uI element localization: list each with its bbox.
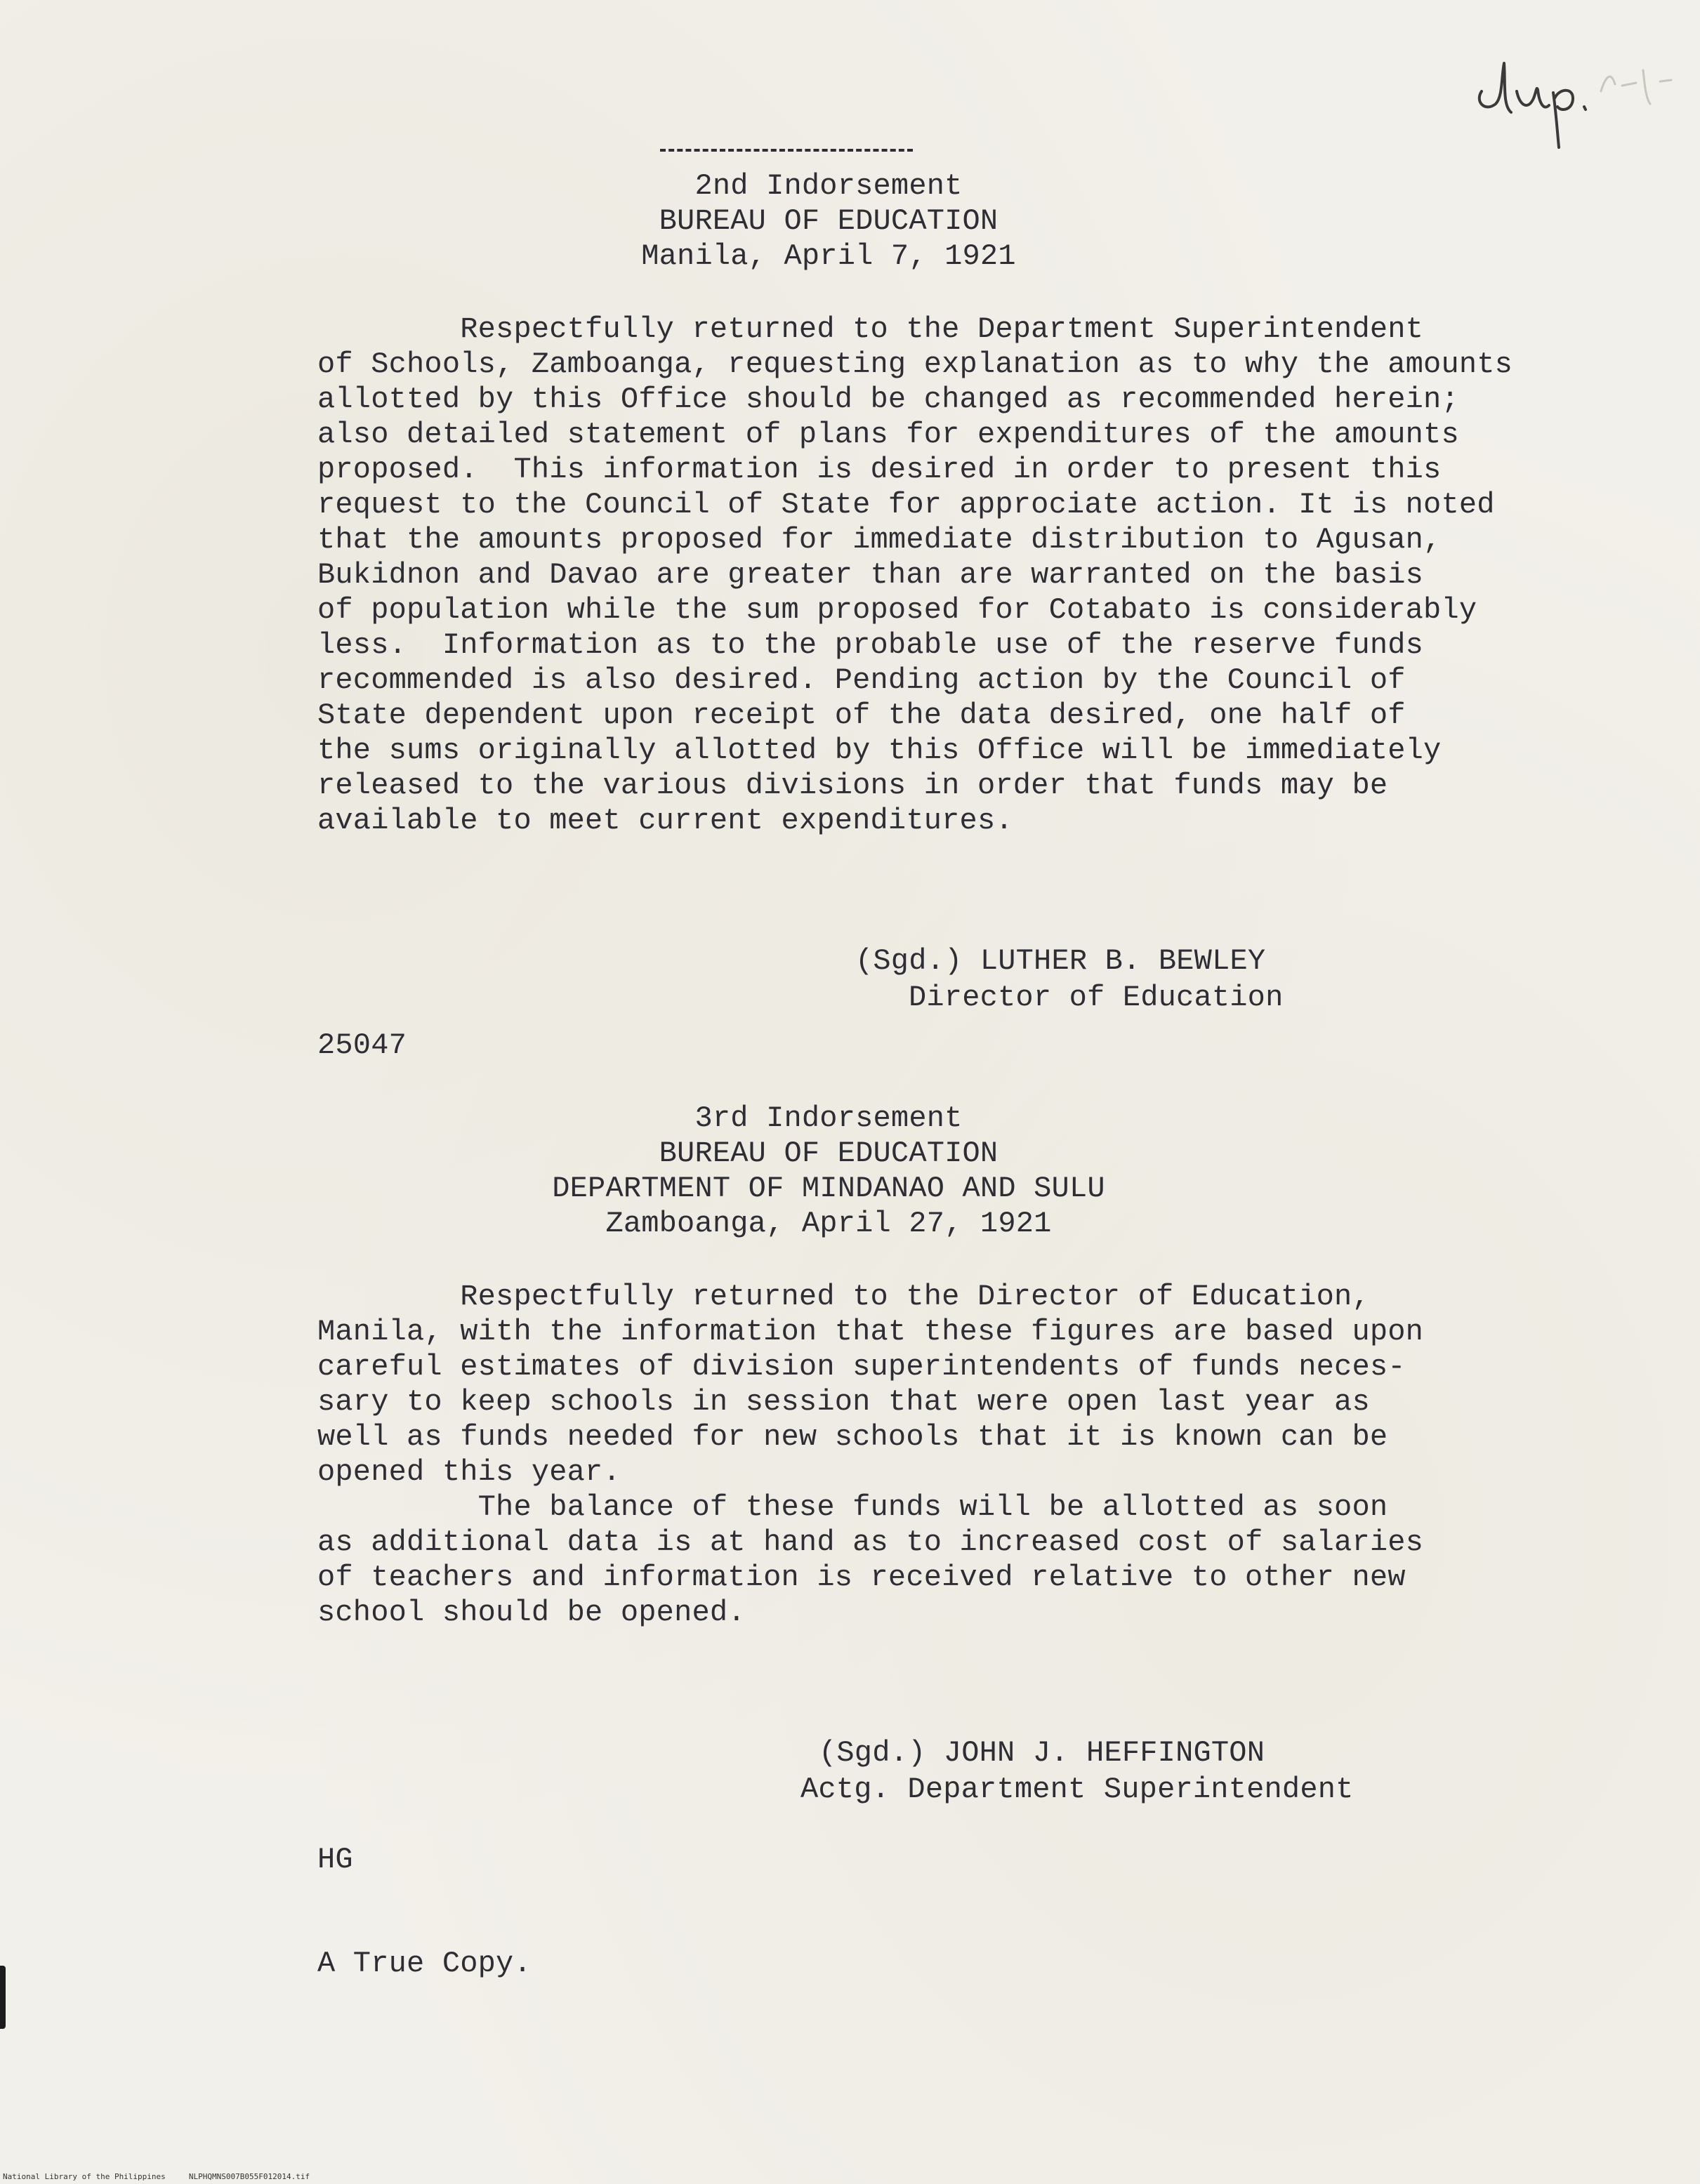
scan-footer	[3, 2172, 310, 2181]
body-line: careful estimates of division superintendents of funds neces-	[317, 1350, 1406, 1384]
body-line: less. Information as to the probable use of the reserve funds	[317, 628, 1424, 662]
third-indorsement-place-date: Zamboanga, April 27, 1921	[605, 1207, 1052, 1240]
body-line: sary to keep schools in session that were open last year as	[317, 1385, 1370, 1419]
third-indorsement-signature: (Sgd.) JOHN J. HEFFINGTON	[819, 1736, 1265, 1770]
second-indorsement-office: BUREAU OF EDUCATION	[659, 204, 999, 238]
body-line: allotted by this Office should be changed as recommended herein;	[317, 383, 1459, 416]
second-indorsement-place-date: Manila, April 7, 1921	[641, 239, 1016, 273]
true-copy-certification: A True Copy.	[317, 1947, 532, 1980]
body-line: of teachers and information is received relative to other new	[317, 1561, 1406, 1594]
body-line: State dependent upon receipt of the data desired, one half of	[317, 699, 1406, 732]
footer-library: National Library of the Philippines	[3, 2172, 166, 2181]
body-line: of Schools, Zamboanga, requesting explanation as to why the amounts	[317, 348, 1513, 381]
handwritten-annotation	[1461, 42, 1685, 154]
body-line: request to the Council of State for approciate action. It is noted	[317, 488, 1495, 522]
second-indorsement-header	[323, 168, 1334, 274]
reference-number: 25047	[317, 1028, 407, 1062]
body-line: school should be opened.	[317, 1596, 746, 1629]
third-indorsement-header	[323, 1101, 1334, 1241]
third-indorsement-body	[317, 1279, 1581, 1630]
body-line: Manila, with the information that these figures are based upon	[317, 1315, 1424, 1349]
scan-edge-mark	[0, 1966, 6, 2029]
body-line: of population while the sum proposed for Cotabato is considerably	[317, 593, 1477, 627]
typist-initials: HG	[317, 1843, 353, 1877]
body-line: well as funds needed for new schools that it is known can be	[317, 1420, 1388, 1454]
body-line: Respectfully returned to the Department Superintendent	[317, 312, 1424, 346]
body-line: that the amounts proposed for immediate distribution to Agusan,	[317, 523, 1442, 557]
body-line: Bukidnon and Davao are greater than are warranted on the basis	[317, 558, 1424, 592]
footer-file-id: NLPHQMNS007B055F012014.tif	[188, 2172, 310, 2181]
second-indorsement-signature-title: Director of Education	[909, 981, 1284, 1014]
body-line: the sums originally allotted by this Office will be immediately	[317, 734, 1442, 767]
body-line: available to meet current expenditures.	[317, 804, 1013, 838]
third-indorsement-department: DEPARTMENT OF MINDANAO AND SULU	[552, 1172, 1105, 1205]
body-line: recommended is also desired. Pending action by the Council of	[317, 663, 1406, 697]
body-line: as additional data is at hand as to increased cost of salaries	[317, 1526, 1424, 1559]
body-line: opened this year.	[317, 1455, 621, 1489]
third-indorsement-office: BUREAU OF EDUCATION	[659, 1137, 999, 1170]
second-indorsement-body	[317, 312, 1581, 838]
third-indorsement-signature-title: Actg. Department Superintendent	[800, 1773, 1354, 1806]
body-line: also detailed statement of plans for expenditures of the amounts	[317, 418, 1459, 451]
body-line: released to the various divisions in order that funds may be	[317, 769, 1388, 802]
second-indorsement-signature: (Sgd.) LUTHER B. BEWLEY	[855, 944, 1266, 978]
third-indorsement-title: 3rd Indorsement	[694, 1101, 963, 1135]
second-indorsement-title: 2nd Indorsement	[694, 169, 963, 203]
body-line: proposed. This information is desired in order to present this	[317, 453, 1442, 487]
separator-rule	[660, 149, 913, 152]
body-line: The balance of these funds will be allotted as soon	[317, 1490, 1388, 1524]
body-line: Respectfully returned to the Director of Education,	[317, 1280, 1370, 1313]
